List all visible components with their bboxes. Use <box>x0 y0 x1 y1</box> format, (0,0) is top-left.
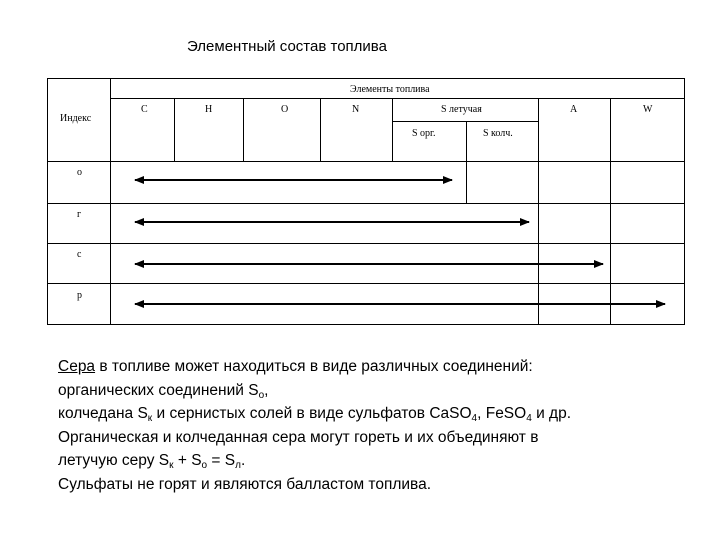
text-line-2: органических соединений $S_о$, <box>58 381 269 401</box>
column-header-w: W <box>643 104 653 115</box>
text-line-5: летучую серу $S_к + S_о = S_л$. <box>58 452 246 471</box>
group-header: Элементы топлива <box>350 84 430 95</box>
text-line-4: Органическая и колчеданная сера могут гореть и их объединяют в <box>58 428 539 446</box>
sub-column-header-s-org: S орг. <box>412 128 436 139</box>
row-label-c: с <box>77 249 82 260</box>
row-label-p: р <box>77 290 82 301</box>
column-header-a: A <box>570 104 578 115</box>
sulfur-description <box>58 355 708 496</box>
column-header-h: H <box>205 104 213 115</box>
sulfur-term: Сера <box>58 358 96 375</box>
text-line-3: колчедана $S_к$ и сернистых солей в виде сульфатов CaSO$_4$, FeSO$_4$ и др. <box>58 405 572 424</box>
text-line-1: Сера в топливе может находиться в виде различных соединений: <box>58 358 533 375</box>
row-label-g: г <box>77 209 82 220</box>
table-border <box>48 79 685 325</box>
column-header-n: N <box>352 104 360 115</box>
slide-title: Элементный состав топлива <box>187 38 387 55</box>
sub-column-header-s-pyrite: S колч. <box>483 128 513 139</box>
text-line-6: Сульфаты не горят и являются балластом топлива. <box>58 475 432 493</box>
column-header-s-volatile: S летучая <box>441 104 482 115</box>
column-header-o: O <box>281 104 289 115</box>
column-header-c: C <box>141 104 148 115</box>
row-label-o: о <box>77 167 82 178</box>
index-header: Индекс <box>60 113 92 124</box>
